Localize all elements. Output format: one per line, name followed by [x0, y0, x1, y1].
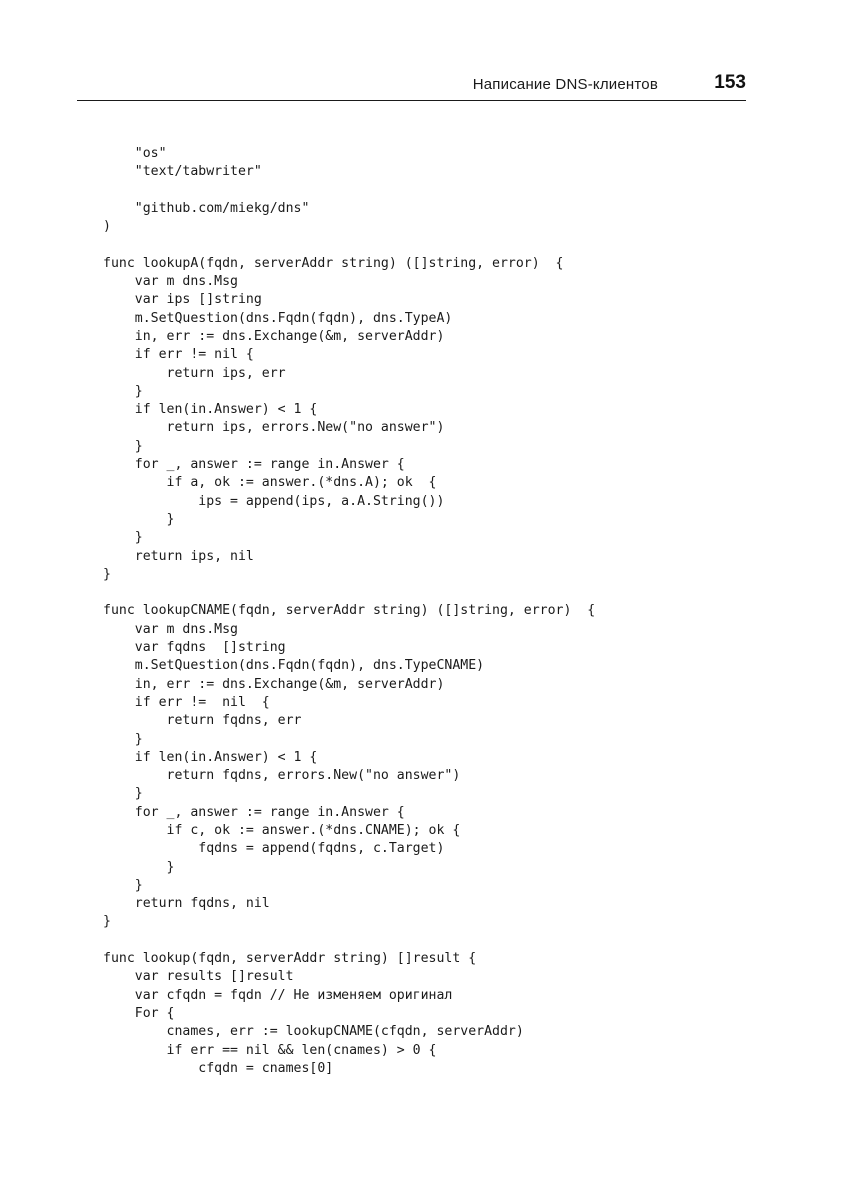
- code-line: return fqdns, errors.New("no answer"): [103, 768, 461, 784]
- code-line: "github.com/miekg/dns": [103, 200, 310, 216]
- code-line: cfqdn = cnames[0]: [103, 1060, 334, 1076]
- code-line: return fqdns, err: [103, 713, 302, 729]
- code-line: }: [103, 438, 143, 454]
- code-line: if err != nil {: [103, 347, 254, 363]
- code-line: m.SetQuestion(dns.Fqdn(fqdn), dns.TypeCNAME): [103, 658, 485, 674]
- page-number: 153: [714, 72, 746, 93]
- code-line: if len(in.Answer) < 1 {: [103, 749, 318, 765]
- code-line: }: [103, 914, 111, 930]
- code-line: }: [103, 877, 143, 893]
- code-line: var cfqdn = fqdn // Не изменяем оригинал: [103, 987, 453, 1003]
- code-line: in, err := dns.Exchange(&m, serverAddr): [103, 328, 445, 344]
- code-line: func lookupA(fqdn, serverAddr string) ([]string, error) {: [103, 255, 564, 271]
- code-line: return ips, nil: [103, 548, 254, 564]
- code-line: func lookup(fqdn, serverAddr string) []result {: [103, 951, 477, 967]
- code-line: m.SetQuestion(dns.Fqdn(fqdn), dns.TypeA): [103, 310, 453, 326]
- running-head: [77, 72, 746, 101]
- code-listing: [103, 145, 763, 1078]
- code-line: }: [103, 566, 111, 582]
- code-line: fqdns = append(fqdns, c.Target): [103, 841, 445, 857]
- code-line: }: [103, 511, 175, 527]
- code-line: [103, 182, 763, 200]
- code-line: ips = append(ips, a.A.String()): [103, 493, 445, 509]
- code-line: }: [103, 859, 175, 875]
- code-line: return fqdns, nil: [103, 896, 270, 912]
- code-line: if err != nil {: [103, 694, 270, 710]
- code-line: ): [103, 219, 111, 235]
- code-line: for _, answer := range in.Answer {: [103, 457, 405, 473]
- code-line: return ips, errors.New("no answer"): [103, 420, 445, 436]
- section-title: Написание DNS-клиентов: [472, 76, 658, 93]
- code-line: For {: [103, 1005, 175, 1021]
- code-line: "text/tabwriter": [103, 164, 262, 180]
- code-line: var m dns.Msg: [103, 621, 238, 637]
- code-line: [103, 932, 763, 950]
- code-line: if a, ok := answer.(*dns.A); ok {: [103, 475, 437, 491]
- code-line: if err == nil && len(cnames) > 0 {: [103, 1042, 437, 1058]
- code-line: var ips []string: [103, 292, 262, 308]
- code-line: }: [103, 731, 143, 747]
- code-line: [103, 236, 763, 254]
- code-line: in, err := dns.Exchange(&m, serverAddr): [103, 676, 445, 692]
- code-line: var m dns.Msg: [103, 274, 238, 290]
- code-line: if len(in.Answer) < 1 {: [103, 402, 318, 418]
- code-line: for _, answer := range in.Answer {: [103, 804, 405, 820]
- code-line: if c, ok := answer.(*dns.CNAME); ok {: [103, 822, 461, 838]
- code-line: var results []result: [103, 969, 294, 985]
- code-line: cnames, err := lookupCNAME(cfqdn, serverAddr): [103, 1024, 524, 1040]
- code-line: [103, 584, 763, 602]
- code-line: }: [103, 383, 143, 399]
- code-line: func lookupCNAME(fqdn, serverAddr string) ([]string, error) {: [103, 603, 596, 619]
- code-line: }: [103, 530, 143, 546]
- code-line: }: [103, 786, 143, 802]
- code-line: return ips, err: [103, 365, 286, 381]
- code-line: var fqdns []string: [103, 640, 286, 656]
- code-line: "os": [103, 146, 167, 161]
